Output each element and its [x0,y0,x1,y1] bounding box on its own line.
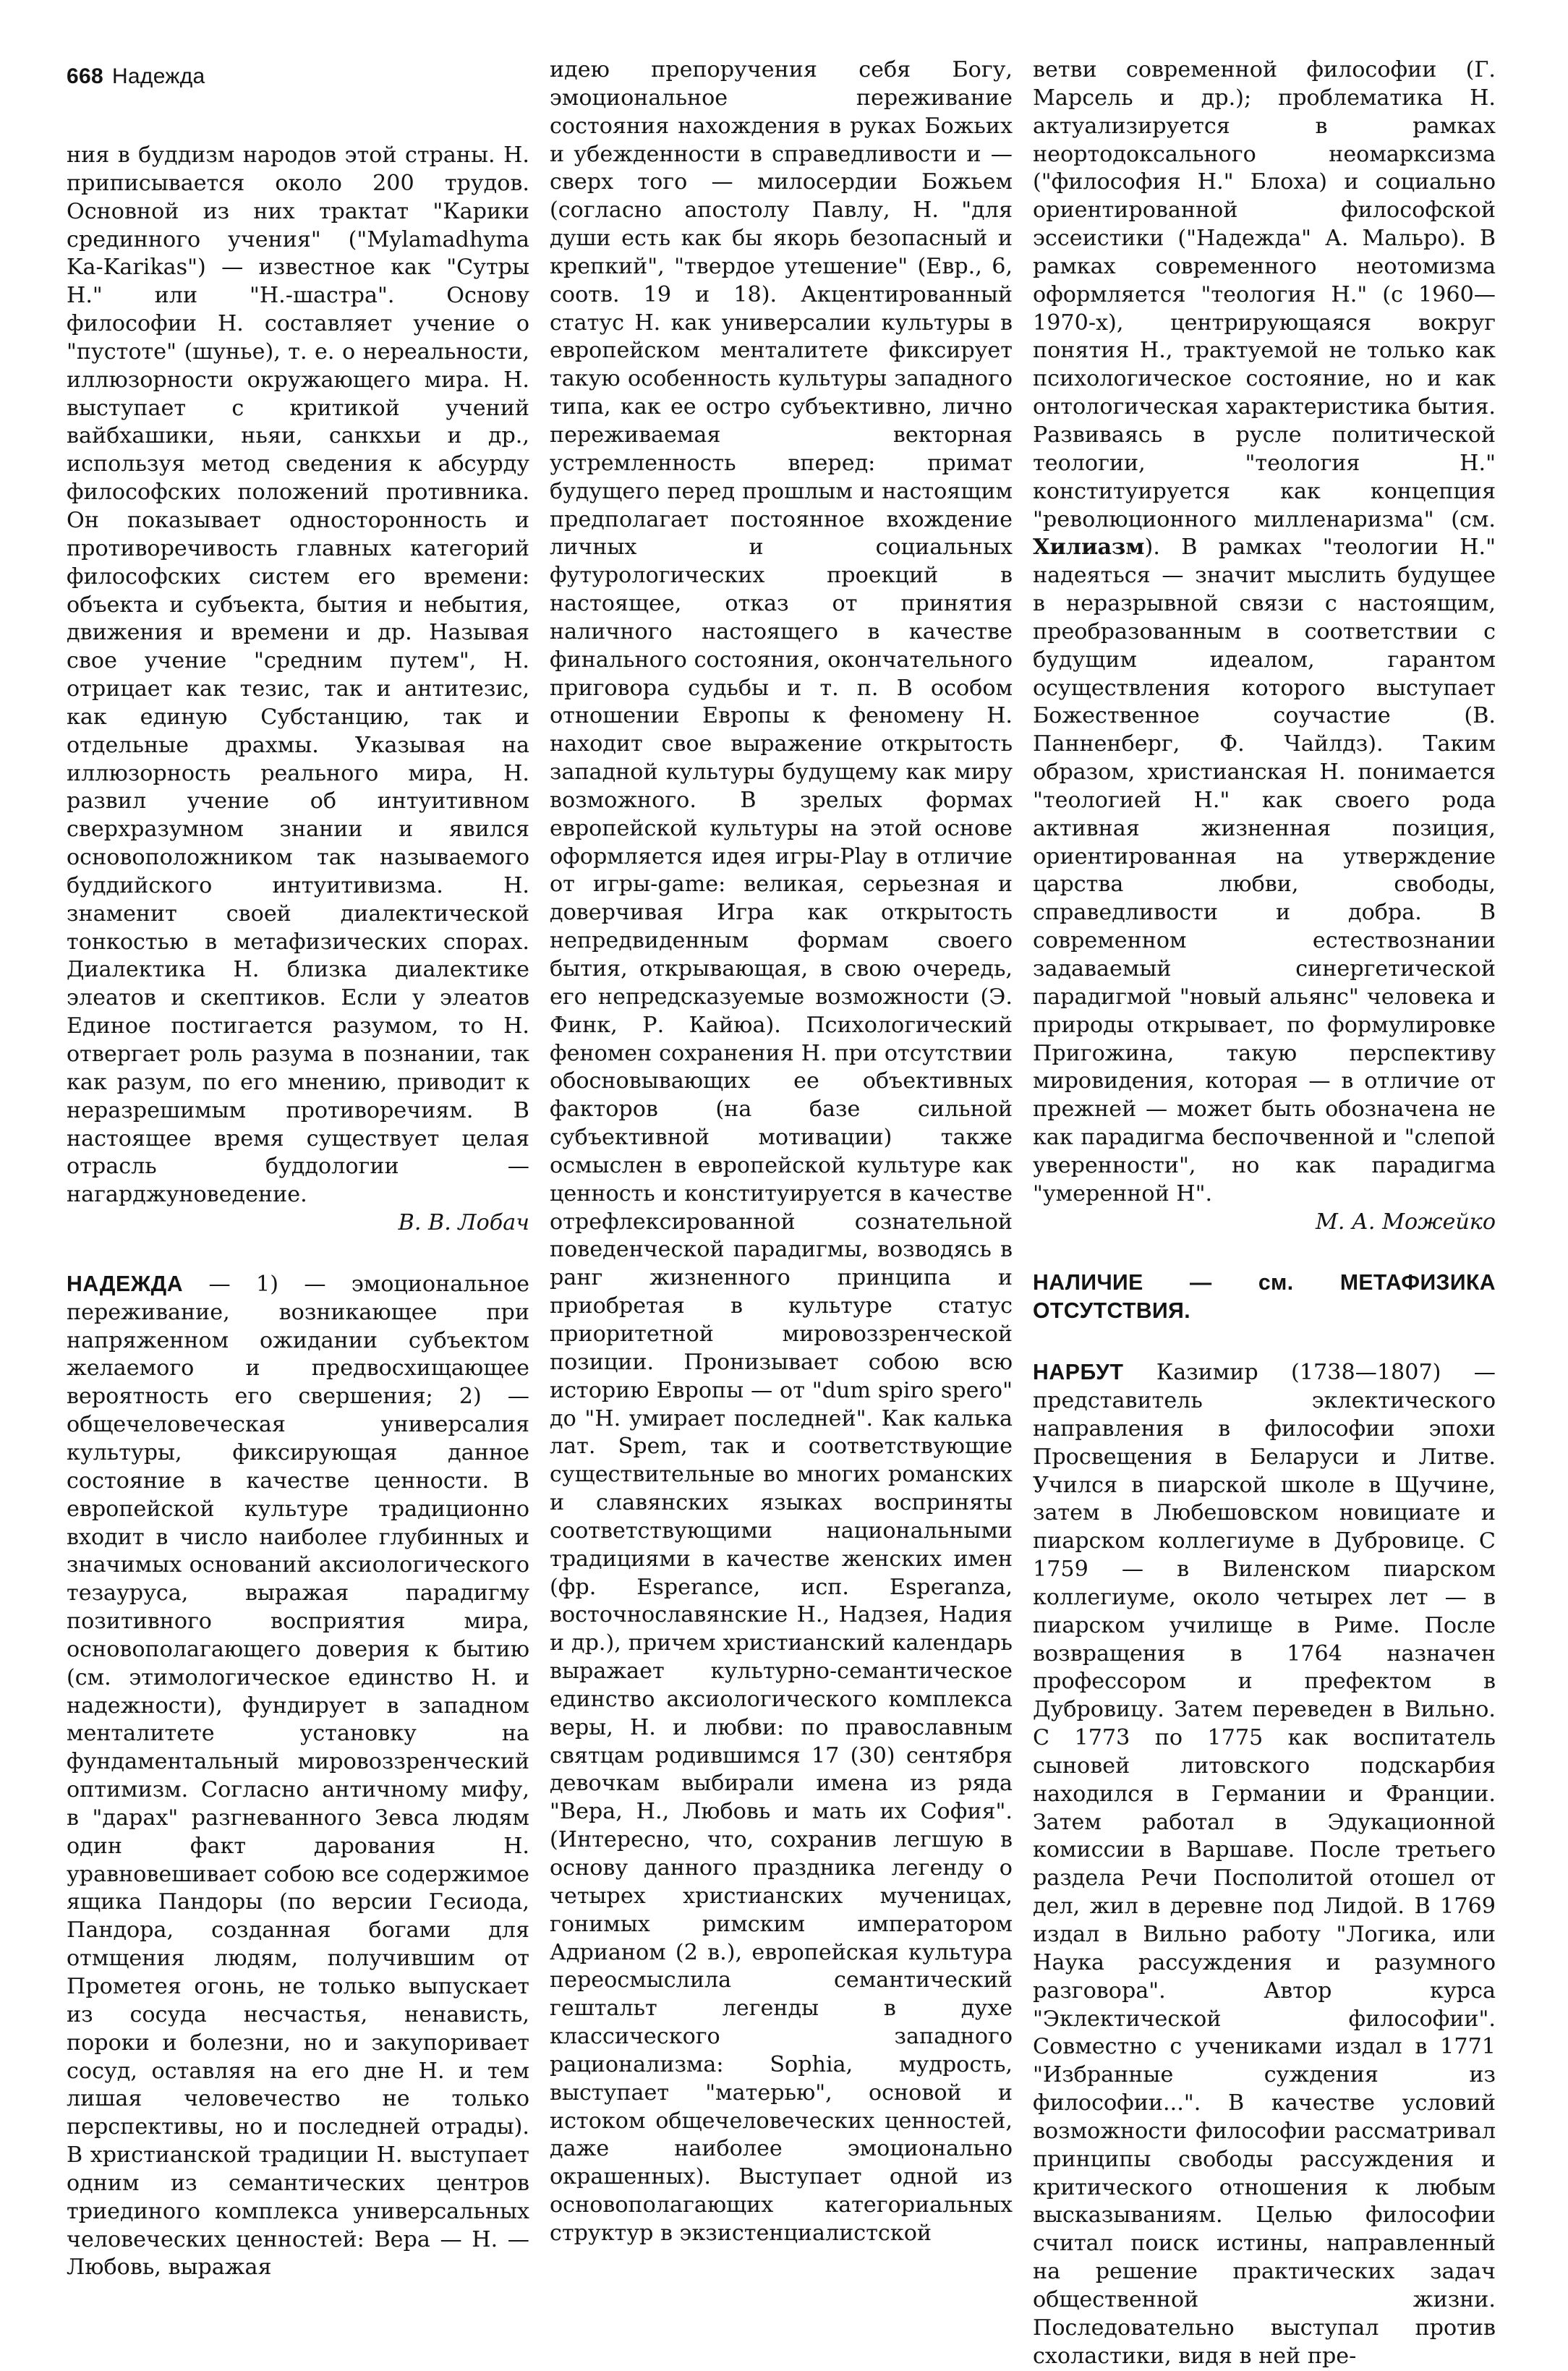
running-head [67,62,205,91]
column-2 [550,56,1013,2246]
page-title: Надежда [111,64,205,88]
entry-narbut [1033,1359,1496,2370]
column-3 [1033,56,1496,2369]
entry-narbut-text: Казимир (1738—1807) — представитель эклектического направления в философии эпохи Просвещения в Беларуси и Литве. Учился в пиарской школе в Щучине, затем в Любешовском новициате и пиарском коллегиуме в Дубровице. С 1759 — в Виленском пиарском коллегиуме, около четырех лет — в пиарском училище в Риме. После возвращения в 1764 назначен профессором и префектом в Дубровицу. Затем переведен в Вильно. С 1773 по 1775 как воспитатель сыновей литовского подскарбия находился в Германии и Франции. Затем работал в Эдукационной комиссии в Варшаве. После третьего раздела Речи Посполитой отошел от дел, жил в деревне под Лидой. В 1769 издал в Вильно работу "Логика, или Наука рассуждения и разумного разговора". Автор курса "Эклектической философии". Совместно с учениками издал в 1771 "Избранные суждения из философии...". В качестве условий возможности философии рассматривал принципы свободы рассуждения и критического отношения к любым высказываниям. Целью философии считал поиск истины, направленный на решение практических задач общественной жизни. Последовательно выступал против схоластики, видя в ней пре- [1033,1360,1496,2369]
entry-headword-nadezhda: НАДЕЖДА [67,1272,184,1296]
entry-headword-narbut: НАРБУТ [1033,1361,1124,1385]
entry-nadezhda-text: — 1) — эмоциональное переживание, возникающее при напряженном ожидании субъектом желаемого и предвосхищающее вероятность его свершения; 2) — общечеловеческая универсалия культуры, фиксирующая данное состояние в качестве ценности. В европейской культуре традиционно входит в число наиболее глубинных и значимых оснований аксиологического тезауруса, выражая парадигму позитивного восприятия мира, основополагающего доверия к бытию (см. этимологическое единство Н. и надежности), фундирует в западном менталитете установку на фундаментальный мировоззренческий оптимизм. Согласно античному мифу, в "дарах" разгневанного Зевса людям один факт дарования Н. уравновешивает собою все содержимое ящика Пандоры (по версии Гесиода, Пандора, созданная богами для отмщения людям, получившим от Прометея огонь, не только выпускает из сосуда несчастья, ненависть, пороки и болезни, но и закупоривает сосуд, оставляя на его дне Н. и тем лишая человечество не только перспективы, но и последней отрады). В христианской традиции Н. выступает одним из семантических центров триединого комплекса универсальных человеческих ценностей: Вера — Н. — Любовь, выражая [67,1271,529,2281]
entry-nadezhda [67,1271,529,2282]
nadezhda-continuation: идею препоручения себя Богу, эмоциональное переживание состояния нахождения в руках Божьих и убежденности в справедливости и — сверх того — милосердии Божьем (согласно апостолу Павлу, Н. "для души есть как бы якорь безопасный и крепкий", "твердое утешение" (Евр., 6, соотв. 19 и 18). Акцентированный статус Н. как универсалии культуры в европейском менталитете фиксирует такую особенность культуры западного типа, как ее остро субъективно, лично переживаемая векторная устремленность вперед: примат будущего перед прошлым и настоящим предполагает постоянное вхождение личных и социальных футурологических проекций в настоящее, отказ от принятия наличного настоящего в качестве финального состояния, окончательного приговора судьбы и т. п. В особом отношении Европы к феномену Н. находит свое выражение открытость западной культуры будущему как миру возможного. В зрелых формах европейской культуры на этой основе оформляется идея игры-Play в отличие от игры-game: великая, серьезная и доверчивая Игра как открытость непредвиденным формам своего бытия, открывающая, в свою очередь, его непредсказуемые возможности (Э. Финк, Р. Кайюа). Психологический феномен сохранения Н. при отсутствии обосновывающих ее объективных факторов (на базе сильной субъективной мотивации) также осмыслен в европейской культуре как ценность и конституируется в качестве отрефлексированной сознательной поведенческой парадигмы, возводясь в ранг жизненного принципа и приобретая в культуре статус приоритетной мировоззренческой позиции. Пронизывает собою всю историю Европы — от "dum spiro spero" до "Н. умирает последней". Как калька лат. Spem, так и соответствующие существительные во многих романских и славянских языках восприняты соответствующими национальными традициями в качестве женских имен (фр. Esperance, исп. Esperanza, восточнославянские Н., Надзея, Надия и др.), причем христианский календарь выражает культурно-семантическое единство аксиологического комплекса веры, Н. и любви: по православным святцам родившимся 17 (30) сентября девочкам выбирали имена из ряда "Вера, Н., Любовь и мать их София". (Интересно, что, сохранив легшую в основу данного праздника легенду о четырех христианских мученицах, гонимых римским императором Адрианом (2 в.), европейская культура переосмыслила семантический гештальт легенды в духе классического западного рационализма: Sophia, мудрость, выступает "матерью", основой и истоком общечеловеческих ценностей, даже наиболее эмоционально окрашенных). Выступает одной из основополагающих категориальных структур в экзистенциалистской [550,57,1013,2246]
cross-reference-hiliazm[interactable]: Хилиазм [1033,535,1145,561]
entry-nalichie[interactable]: НАЛИЧИЕ — см. МЕТАФИЗИКА ОТСУТСТВИЯ. [1033,1271,1496,1324]
column-1 [67,142,529,2281]
nadezhda-conclusion-text-b: ). В рамках "теологии Н." надеяться — значит мыслить будущее в неразрывной связи с настоящим, преобразованным в соответствии с будущим идеалом, гарантом осуществления которого выступает Божественное соучастие (В. Панненберг, Ф. Чайлдз). Таким образом, христианская Н. понимается "теологией Н." как своего рода активная жизненная позиция, ориентированная на утверждение царства любви, свободы, справедливости и добра. В современном естествознании задаваемый синергетической парадигмой "новый альянс" человека и природы открывает, по формулировке Пригожина, такую перспективу мировидения, которая — в отличие от прежней — может быть обозначена не как парадигма беспочвенной и "слепой уверенности", но как парадигма "умеренной Н". [1033,535,1496,1206]
nadezhda-conclusion-text-a: ветви современной философии (Г. Марсель и др.); проблематика Н. актуализируется в рамках неортодоксального неомарксизма ("философия Н." Блоха) и социально ориентированной философской эссеистики ("Надежда" А. Мальро). В рамках современного неотомизма оформляется "теология Н." (с 1960—1970-х), центрирующаяся вокруг понятия Н., трактуемой не только как психологическое состояние, но и как онтологическая характеристика бытия. Развиваясь в русле политической теологии, "теология Н." конституируется как концепция "революционного милленаризма" (см. [1033,57,1496,532]
author-signature-lobach: В. В. Лобач [398,1210,529,1236]
nagarjuna-continuation: ния в буддизм народов этой страны. Н. приписывается около 200 трудов. Основной из них трактат "Карики срединного учения" ("Mylamadhyma Ka-Karikas") — известное как "Сутры Н." или "Н.-шастра". Основу философии Н. составляет учение о "пустоте" (шунье), т. е. о нереальности, иллюзорности окружающего мира. Н. выступает с критикой учений вайбхашики, ньяи, санкхьи и др., используя метод сведения к абсурду философских положений противника. Он показывает односторонность и противоречивость главных категорий философских систем его времени: объекта и субъекта, бытия и небытия, движения и времени и др. Называя свое учение "средним путем", Н. отрицает как тезис, так и антитезис, как единую Субстанцию, так и отдельные драхмы. Указывая на иллюзорность реального мира, Н. развил учение об интуитивном сверхразумном знании и явился основоположником так называемого буддийского интуитивизма. Н. знаменит своей диалектической тонкостью в метафизических спорах. Диалектика Н. близка диалектике элеатов и скептиков. Если у элеатов Единое постигается разумом, то Н. отвергает роль разума в познании, так как разум, по его мнению, приводит к неразрешимым противоречиям. В настоящее время существует целая отрасль буддологии — нагарджуноведение. [67,142,529,1208]
page-number: 668 [67,64,103,88]
author-signature-mozheiko: М. А. Можейко [1315,1209,1496,1235]
nadezhda-conclusion [1033,56,1496,1209]
